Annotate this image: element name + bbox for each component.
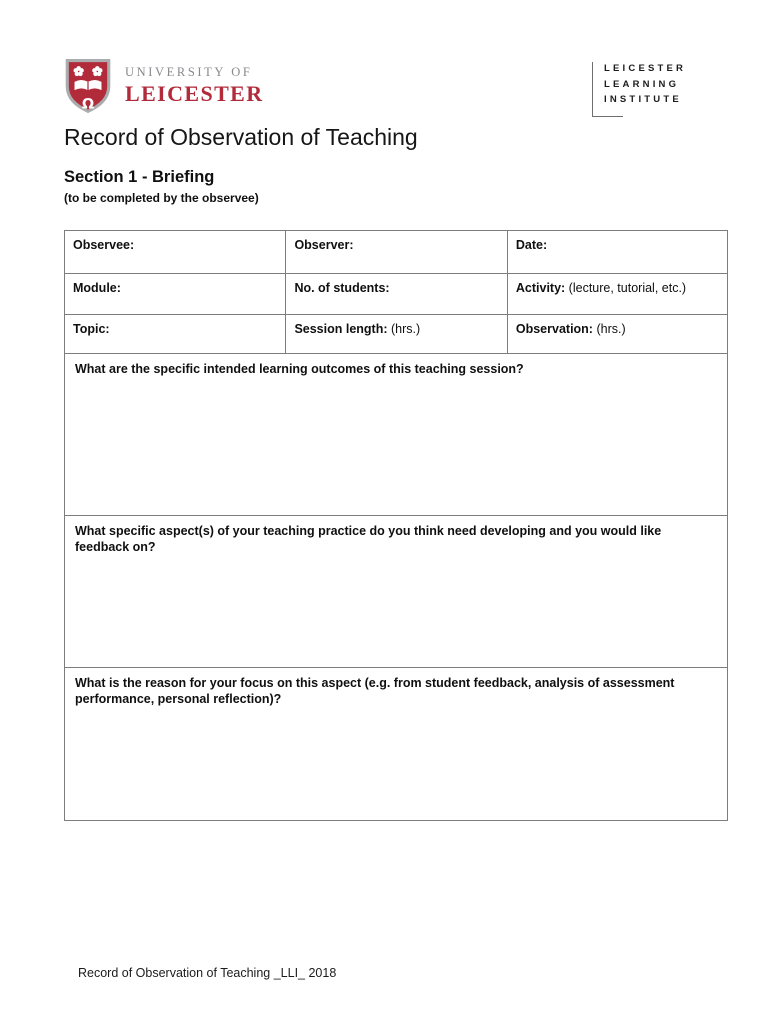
briefing-form-table (64, 230, 728, 821)
field-observee-label: Observee: (73, 238, 135, 252)
institute-rule-horizontal (592, 116, 623, 117)
table-row-observee (65, 231, 728, 274)
svg-text:Ω: Ω (81, 96, 95, 113)
institute-rule-vertical (592, 62, 593, 116)
table-row-question-1 (65, 354, 728, 516)
wordmark-line-leicester: LEICESTER (125, 81, 264, 106)
field-topic (65, 315, 286, 354)
footer-text: Record of Observation of Teaching _LLI_ 2018 (78, 966, 337, 980)
field-activity (507, 274, 727, 315)
field-session-length-note: (hrs.) (387, 322, 421, 336)
question-learning-outcomes: What are the specific intended learning outcomes of this teaching session? (65, 354, 728, 516)
section-subheading: (to be completed by the observee) (64, 191, 259, 205)
field-activity-note: (lecture, tutorial, etc.) (565, 281, 687, 295)
table-row-question-3 (65, 668, 728, 821)
learning-institute-block (592, 58, 737, 120)
field-activity-label: Activity: (515, 281, 566, 295)
wordmark-line-university-of: UNIVERSITY OF (125, 65, 253, 79)
field-observee (65, 231, 286, 274)
field-students-label: No. of students: (294, 281, 390, 295)
question-reason-for-focus: What is the reason for your focus on this aspect (e.g. from student feedback, analysis of assessment performance, personal reflection)? (65, 668, 728, 821)
institute-line-3: INSTITUTE (604, 94, 682, 105)
field-session-length-label: Session length: (294, 322, 388, 336)
table-row-question-2 (65, 516, 728, 668)
table-row-module (65, 274, 728, 315)
field-date (507, 231, 727, 274)
field-observer-label: Observer: (294, 238, 354, 252)
question-aspects-developing: What specific aspect(s) of your teaching practice do you think need developing and you would like feedback on? (65, 516, 728, 668)
university-crest-icon (64, 58, 112, 114)
field-module (65, 274, 286, 315)
institute-line-2: LEARNING (604, 78, 680, 90)
field-date-label: Date: (515, 238, 548, 252)
field-students (286, 274, 507, 315)
field-observation-label: Observation: (515, 322, 593, 336)
field-session-length (286, 315, 507, 354)
field-observation (507, 315, 727, 354)
university-wordmark (125, 58, 264, 107)
table-row-topic (65, 315, 728, 354)
field-observation-note: (hrs.) (592, 322, 626, 336)
field-topic-label: Topic: (73, 322, 110, 336)
field-module-label: Module: (73, 281, 121, 295)
section-heading: Section 1 - Briefing (64, 168, 215, 186)
institute-line-1: LEICESTER (604, 63, 687, 74)
institute-name (604, 61, 686, 108)
university-logo (64, 58, 264, 114)
field-observer (286, 231, 507, 274)
document-title: Record of Observation of Teaching (64, 124, 418, 150)
